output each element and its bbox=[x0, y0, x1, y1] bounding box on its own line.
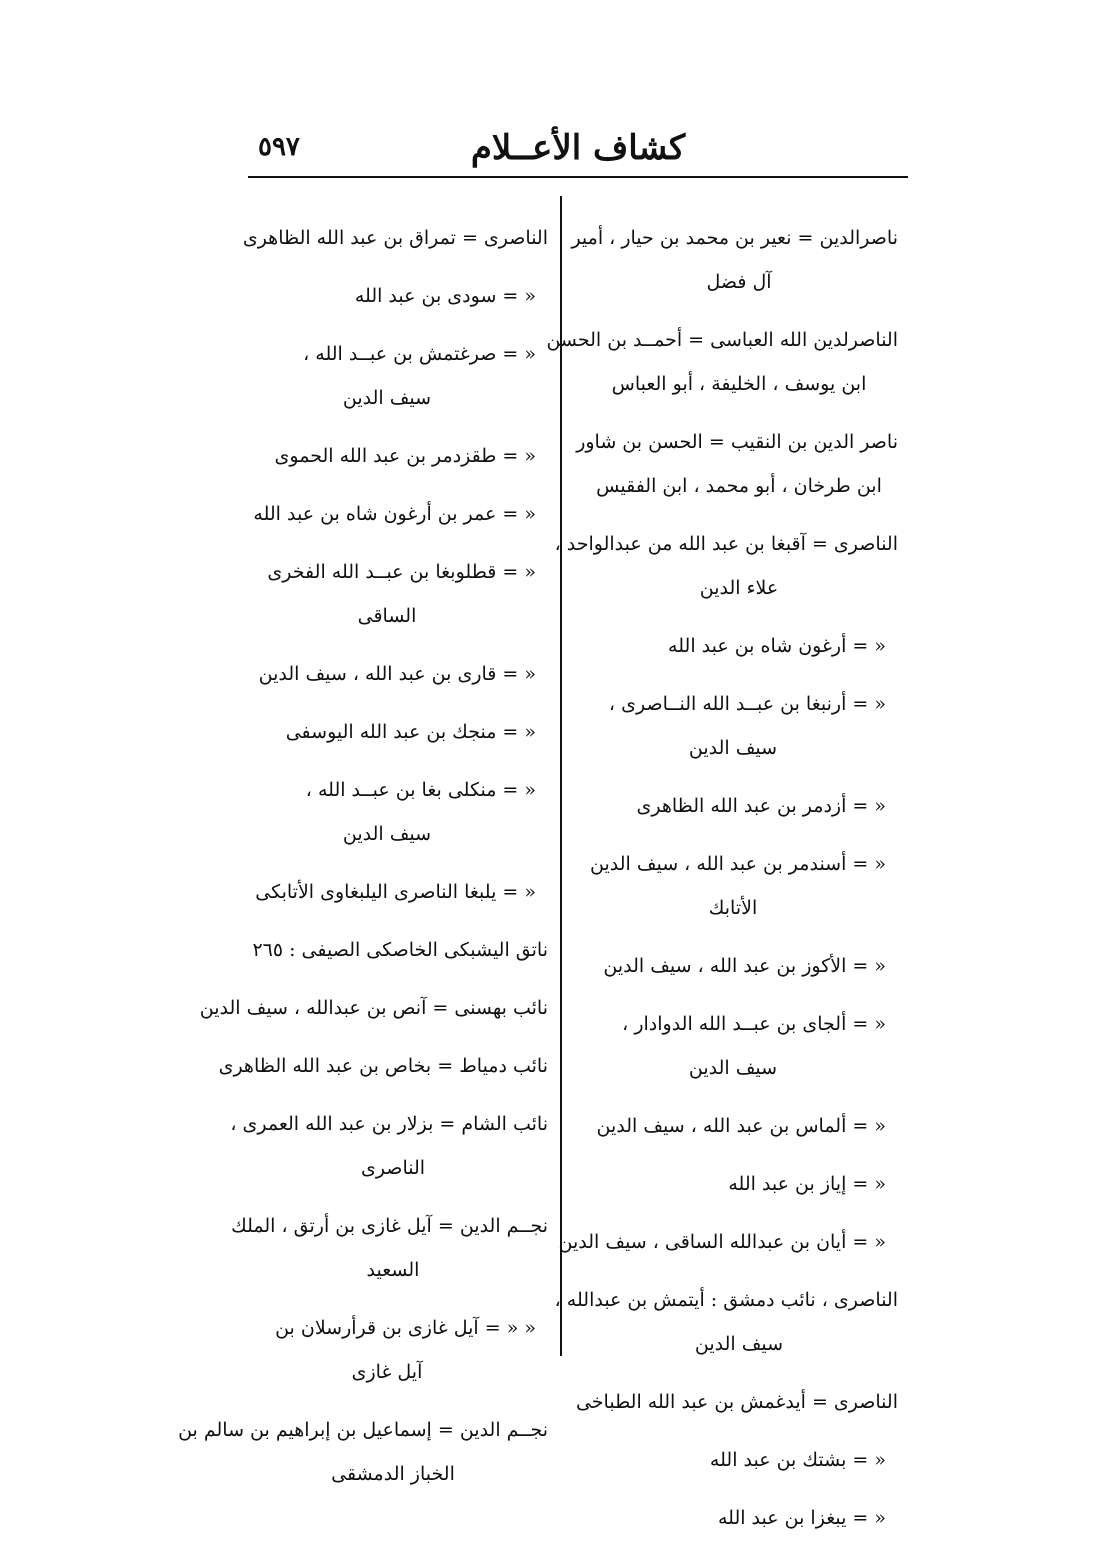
index-entry bbox=[580, 1496, 898, 1540]
entry-continuation: الساقى bbox=[357, 605, 417, 627]
index-entry bbox=[580, 1438, 898, 1482]
index-entry bbox=[580, 682, 898, 770]
index-entry bbox=[571, 216, 898, 304]
entry-continuation: سيف الدين bbox=[342, 387, 432, 409]
entry-line: « = أيان بن عبدالله الساقى ، سيف الدين bbox=[558, 1231, 886, 1253]
entry-line: ناتق اليشبكى الخاصكى الصيفى : ٢٦٥ bbox=[252, 939, 548, 961]
page-title: كشاف الأعــلام bbox=[470, 128, 686, 168]
entry-line: « = أسندمر بن عبد الله ، سيف الدين bbox=[589, 853, 886, 875]
page-number: ٥٩٧ bbox=[258, 132, 300, 162]
index-entry bbox=[576, 420, 898, 508]
index-entry bbox=[238, 492, 548, 536]
index-entry bbox=[554, 522, 898, 610]
entry-line: الناصرى = آقبغا بن عبد الله من عبدالواحد ، bbox=[554, 533, 898, 555]
entry-line: « = يلبغا الناصرى اليلبغاوى الأتابكى bbox=[255, 881, 536, 903]
entry-line: نجــم الدين = آيل غازى بن أرتق ، الملك bbox=[231, 1215, 548, 1237]
index-column-right bbox=[546, 216, 898, 1554]
index-entry bbox=[580, 944, 898, 988]
index-entry bbox=[238, 216, 548, 260]
entry-line: « = أرنبغا بن عبــد الله النــاصرى ، bbox=[608, 693, 886, 715]
index-entry bbox=[238, 332, 548, 420]
index-entry bbox=[238, 274, 548, 318]
header-rule bbox=[248, 176, 908, 178]
entry-line: « = يبغزا بن عبد الله bbox=[717, 1507, 886, 1529]
entry-continuation: سيف الدين bbox=[688, 737, 778, 759]
entry-line: « = منجك بن عبد الله اليوسفى bbox=[285, 721, 536, 743]
entry-continuation: السعيد bbox=[366, 1259, 420, 1281]
entry-line: « = منكلى بغا بن عبــد الله ، bbox=[305, 779, 536, 801]
index-entry bbox=[580, 842, 898, 930]
entry-line: الناصرى = تمراق بن عبد الله الظاهرى bbox=[242, 227, 548, 249]
index-entry bbox=[238, 710, 548, 754]
entry-continuation: الخباز الدمشقى bbox=[331, 1463, 455, 1485]
entry-line: « = أزدمر بن عبد الله الظاهرى bbox=[636, 795, 886, 817]
entry-line: نائب دمياط = بخاص بن عبد الله الظاهرى bbox=[218, 1055, 548, 1077]
entry-line: « = إياز بن عبد الله bbox=[728, 1173, 886, 1195]
entry-continuation: علاء الدين bbox=[699, 577, 779, 599]
page-header bbox=[248, 128, 908, 176]
index-entry bbox=[218, 1044, 548, 1088]
entry-continuation: الأتابك bbox=[708, 897, 758, 919]
entry-line: ناصرالدين = نعير بن محمد بن حيار ، أمير bbox=[571, 227, 898, 249]
entry-line: الناصرى ، نائب دمشق : أيتمش بن عبدالله ، bbox=[554, 1289, 898, 1311]
index-column-left bbox=[178, 216, 548, 1510]
entry-continuation: آل فضل bbox=[706, 271, 772, 293]
index-entry bbox=[231, 1204, 548, 1292]
index-entry bbox=[580, 624, 898, 668]
index-entry bbox=[580, 784, 898, 828]
entry-line: « = أرغون شاه بن عبد الله bbox=[668, 635, 886, 657]
index-entry bbox=[238, 550, 548, 638]
entry-continuation: آيل غازى bbox=[351, 1361, 423, 1383]
index-entry bbox=[178, 1408, 548, 1496]
entry-line: « = ألجاى بن عبــد الله الدوادار ، bbox=[622, 1013, 886, 1035]
entry-line: « = سودى بن عبد الله bbox=[354, 285, 536, 307]
index-entry bbox=[238, 870, 548, 914]
entry-line: « = الأكوز بن عبد الله ، سيف الدين bbox=[603, 955, 886, 977]
index-entry bbox=[580, 1162, 898, 1206]
entry-line: « = قارى بن عبد الله ، سيف الدين bbox=[258, 663, 536, 685]
entry-continuation: ابن طرخان ، أبو محمد ، ابن الفقيس bbox=[596, 475, 882, 497]
index-entry bbox=[238, 652, 548, 696]
index-entry bbox=[554, 1278, 898, 1366]
entry-continuation: سيف الدين bbox=[694, 1333, 784, 1355]
index-entry bbox=[575, 1380, 898, 1424]
entry-line: « = قطلوبغا بن عبــد الله الفخرى bbox=[267, 561, 536, 583]
entry-line: « = بشتك بن عبد الله bbox=[709, 1449, 886, 1471]
entry-continuation: الناصرى bbox=[360, 1157, 426, 1179]
entry-line: « = ألماس بن عبد الله ، سيف الدين bbox=[596, 1115, 886, 1137]
entry-line: « = صرغتمش بن عبــد الله ، bbox=[303, 343, 536, 365]
entry-line: « = عمر بن أرغون شاه بن عبد الله bbox=[253, 503, 536, 525]
entry-continuation: سيف الدين bbox=[688, 1057, 778, 1079]
index-entry bbox=[238, 928, 548, 972]
entry-line: نائب الشام = بزلار بن عبد الله العمرى ، bbox=[230, 1113, 548, 1135]
index-entry bbox=[199, 986, 548, 1030]
index-entry bbox=[230, 1102, 548, 1190]
index-entry bbox=[546, 318, 898, 406]
entry-continuation: سيف الدين bbox=[342, 823, 432, 845]
index-entry bbox=[238, 1306, 548, 1394]
entry-line: نجــم الدين = إسماعيل بن إبراهيم بن سالم بن bbox=[178, 1419, 548, 1441]
column-divider bbox=[560, 196, 562, 1356]
entry-line: « = طقزدمر بن عبد الله الحموى bbox=[274, 445, 536, 467]
index-entry bbox=[558, 1220, 898, 1264]
index-entry bbox=[238, 768, 548, 856]
entry-line: ناصر الدين بن النقيب = الحسن بن شاور bbox=[576, 431, 898, 453]
index-entry bbox=[580, 1104, 898, 1148]
index-entry bbox=[580, 1002, 898, 1090]
entry-line: نائب بهسنى = آنص بن عبدالله ، سيف الدين bbox=[199, 997, 548, 1019]
entry-line: الناصرلدين الله العباسى = أحمــد بن الحسن bbox=[546, 329, 898, 351]
entry-line: « « = آيل غازى بن قرأرسلان بن bbox=[275, 1317, 536, 1339]
entry-continuation: ابن يوسف ، الخليفة ، أبو العباس bbox=[611, 373, 867, 395]
entry-line: الناصرى = أيدغمش بن عبد الله الطباخى bbox=[575, 1391, 898, 1413]
index-entry bbox=[238, 434, 548, 478]
